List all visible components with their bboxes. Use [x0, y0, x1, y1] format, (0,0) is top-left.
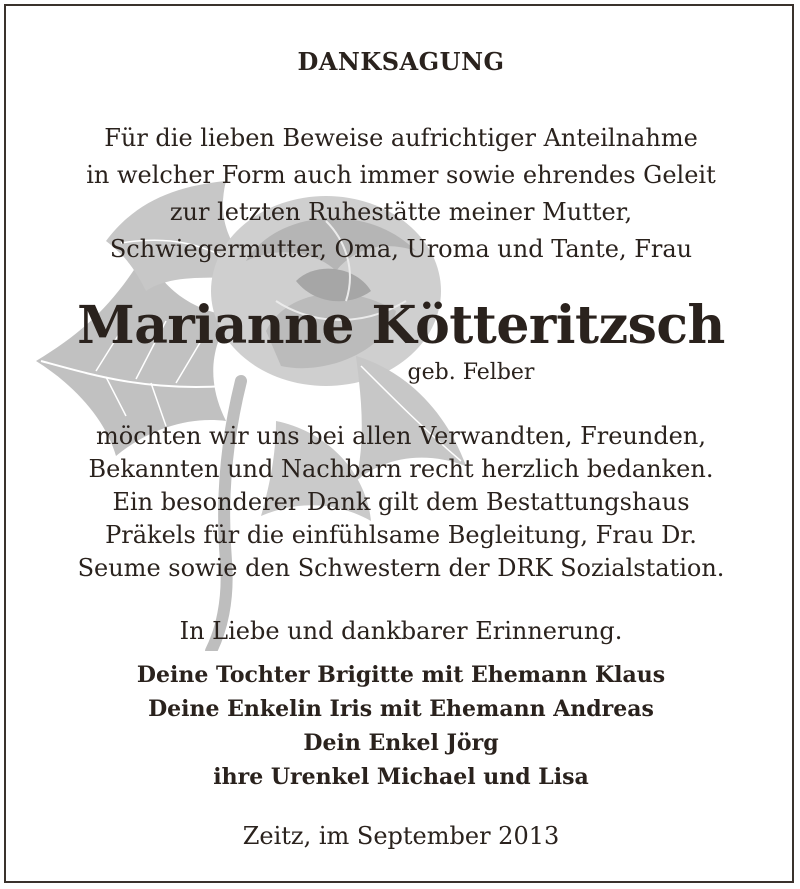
relative-entry: Deine Tochter Brigitte mit Ehemann Klaus — [136, 662, 666, 688]
notice-heading: DANKSAGUNG — [297, 47, 505, 76]
notice-frame — [4, 4, 794, 883]
intro-line: Für die lieben Beweise aufrichtiger Anteilnahme — [104, 124, 698, 152]
relative-entry: Deine Enkelin Iris mit Ehemann Andreas — [148, 696, 654, 722]
maiden-name: geb. Felber — [407, 360, 535, 385]
relatives-list — [6, 658, 794, 794]
place-date: Zeitz, im September 2013 — [242, 822, 560, 850]
thanks-line: Ein besonderer Dank gilt dem Bestattungshaus — [112, 488, 690, 516]
thanks-line: möchten wir uns bei allen Verwandten, Freunden, — [96, 422, 706, 450]
thanks-line: Präkels für die einfühlsame Begleitung, Frau Dr. — [105, 521, 697, 549]
thanks-text — [6, 420, 794, 585]
relative-entry: Dein Enkel Jörg — [303, 730, 499, 756]
thanks-line: Bekannten und Nachbarn recht herzlich bedanken. — [88, 455, 714, 483]
intro-line: zur letzten Ruhestätte meiner Mutter, — [169, 198, 633, 226]
thanks-line: Seume sowie den Schwestern der DRK Sozialstation. — [77, 554, 725, 582]
intro-line: Schwiegermutter, Oma, Uroma und Tante, Frau — [109, 235, 693, 263]
intro-line: in welcher Form auch immer sowie ehrendes Geleit — [86, 161, 716, 189]
relative-entry: ihre Urenkel Michael und Lisa — [213, 764, 589, 790]
closing-line: In Liebe und dankbarer Erinnerung. — [179, 617, 623, 645]
intro-text — [6, 120, 794, 268]
deceased-name: Marianne Kötteritzsch — [77, 295, 725, 356]
